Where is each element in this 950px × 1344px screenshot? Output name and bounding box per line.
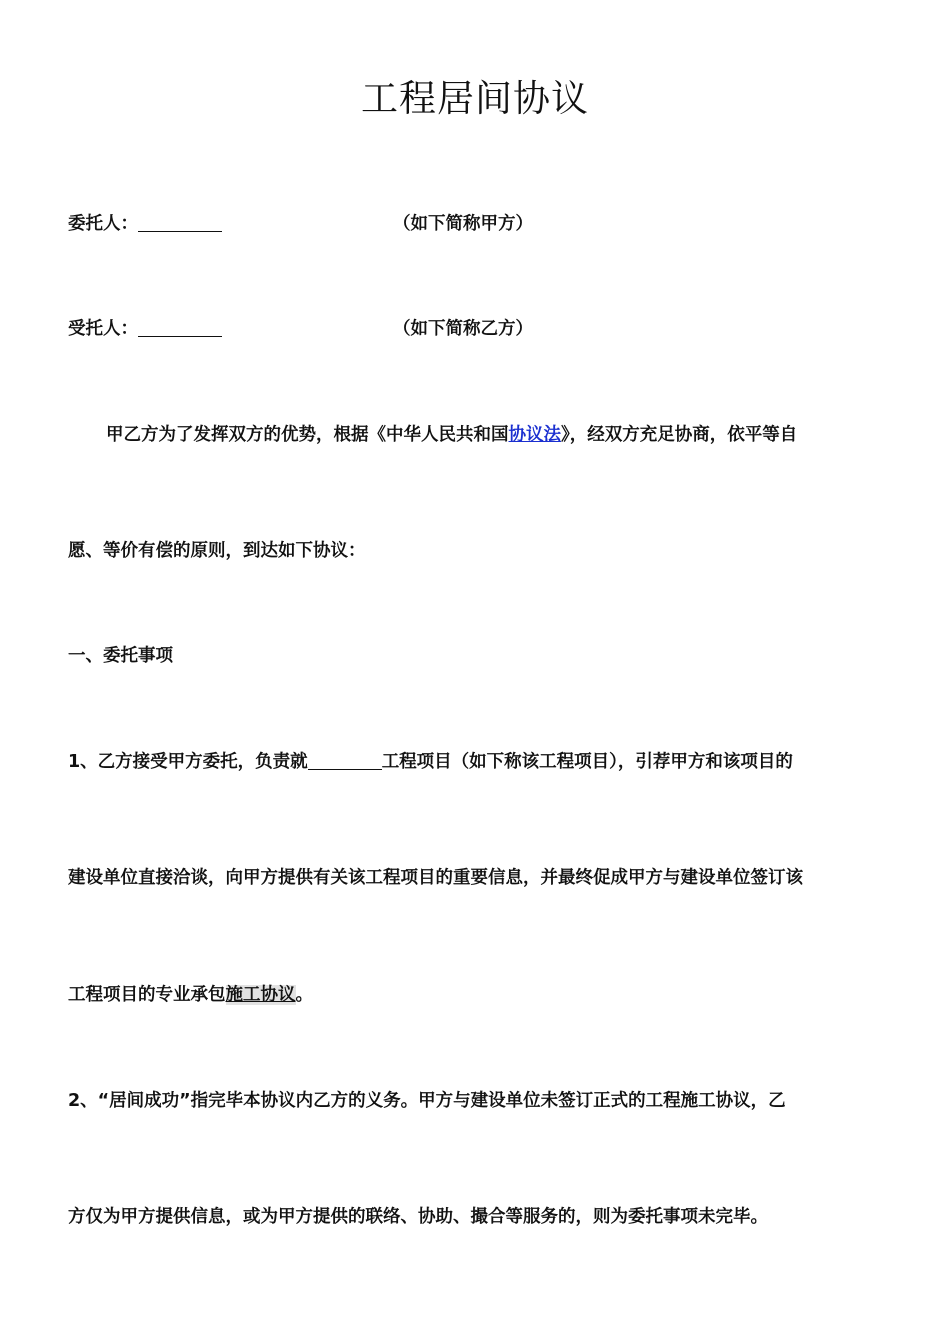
project-blank	[308, 751, 382, 770]
document-title: 工程居间协议	[361, 77, 589, 120]
item2-line-1: 2、“居间成功”指完毕本协议内乙方的义务。甲方与建设单位未签订正式的工程施工协议，乙	[68, 1091, 786, 1111]
preamble-text-after: 》，经双方充足协商，依平等自	[561, 425, 798, 445]
item1-line3-period: 。	[295, 985, 313, 1005]
agent-blank	[138, 318, 222, 337]
client-blank	[138, 213, 222, 232]
client-label: 委托人：	[68, 214, 138, 234]
preamble-text: 甲乙方为了发挥双方的优势，根据《中华人民共和国	[106, 425, 509, 445]
preamble-line-1	[106, 422, 797, 448]
section-heading: 一、委托事项	[68, 646, 173, 666]
preamble-line-2: 愿、等价有偿的原则，到达如下协议：	[68, 541, 366, 561]
item1-text: 1、乙方接受甲方委托，负责就	[68, 752, 308, 772]
contract-law-link[interactable]: 协议法	[508, 425, 561, 445]
construction-contract-highlight: 施工协议	[225, 985, 296, 1005]
client-note: （如下简称甲方）	[393, 214, 533, 234]
item1-line-1	[68, 749, 793, 775]
item1-text-after: 工程项目（如下称该工程项目），引荐甲方和该项目的	[381, 752, 793, 772]
agent-note: （如下简称乙方）	[393, 319, 533, 339]
item2-line-2: 方仅为甲方提供信息，或为甲方提供的联络、协助、撮合等服务的，则为委托事项未完毕。	[68, 1207, 768, 1227]
item1-line3-text: 工程项目的专业承包	[68, 985, 226, 1005]
agent-label: 受托人：	[68, 319, 138, 339]
agent-line	[68, 316, 222, 342]
item1-line-2: 建设单位直接洽谈，向甲方提供有关该工程项目的重要信息，并最终促成甲方与建设单位签订该	[68, 868, 803, 888]
item1-line-3	[68, 982, 313, 1008]
client-line	[68, 211, 222, 237]
